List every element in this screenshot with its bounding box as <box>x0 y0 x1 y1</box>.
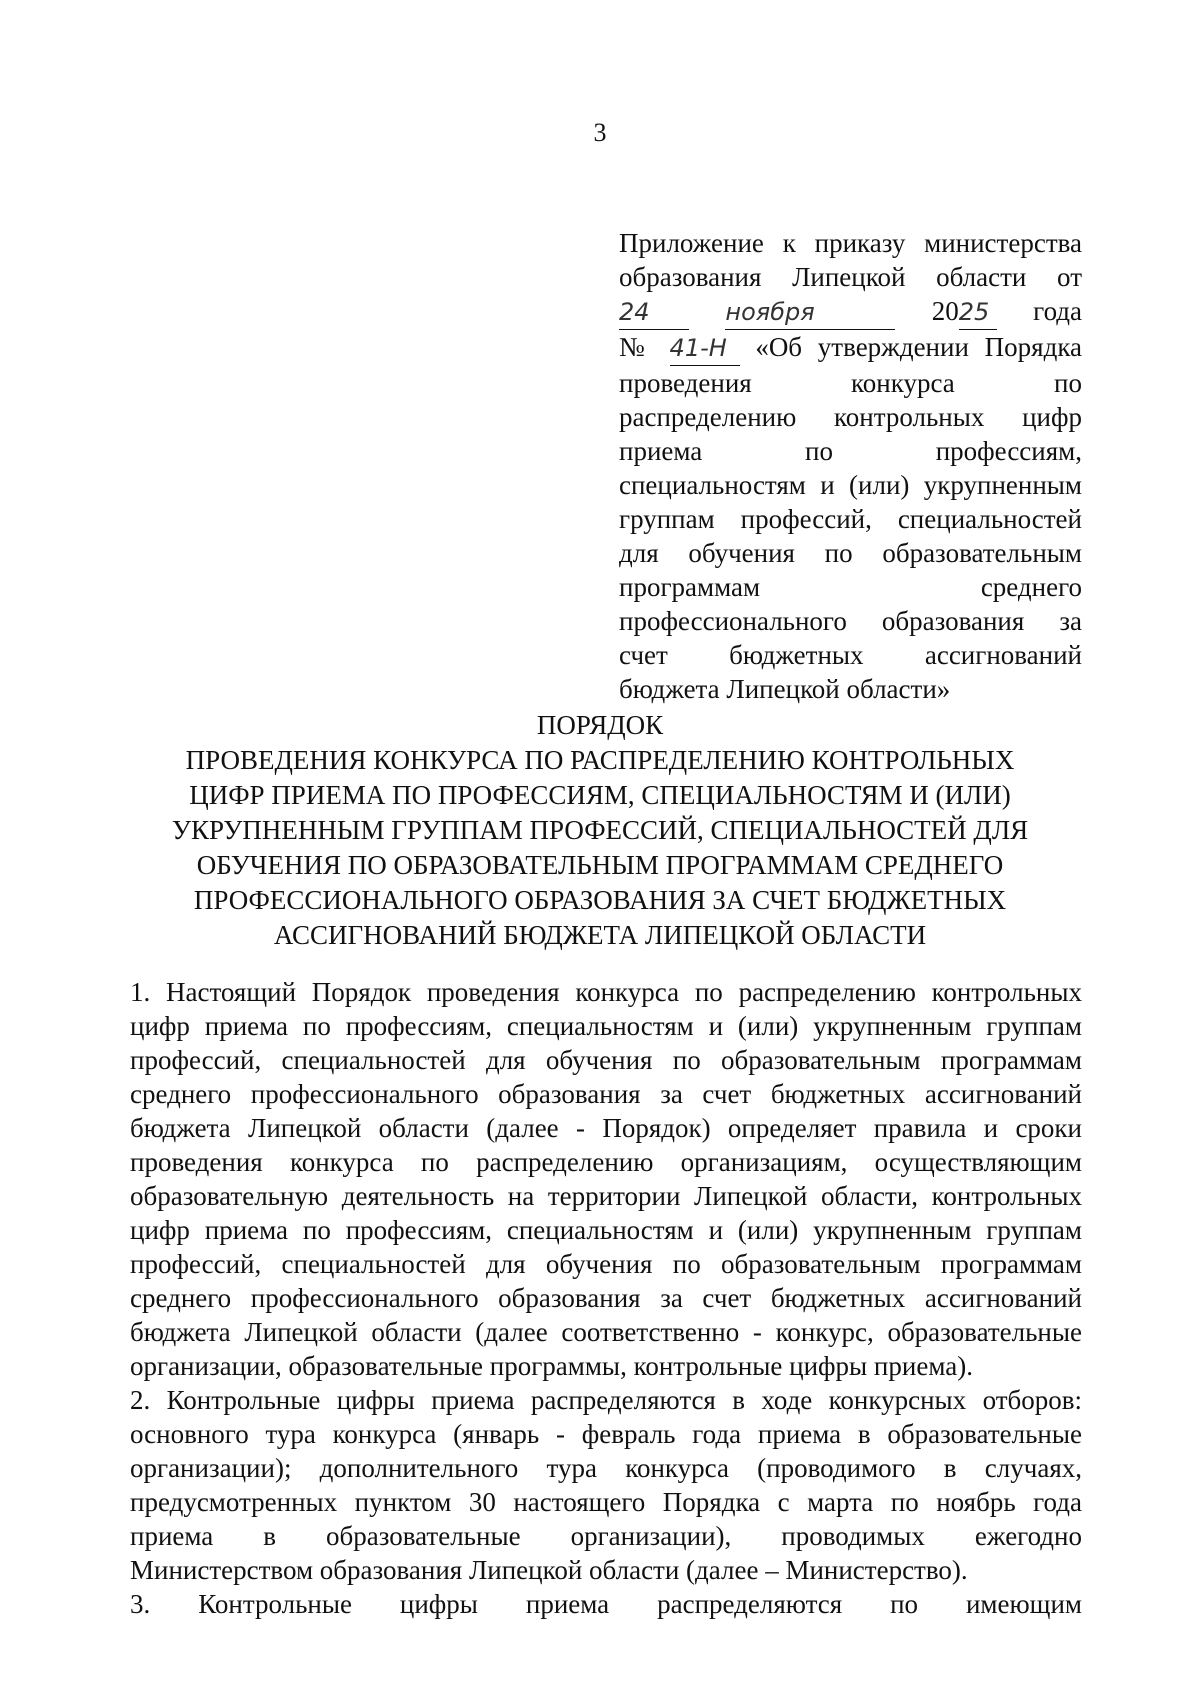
handwritten-month: ноября <box>725 295 895 330</box>
title-heading: ПОРЯДОК <box>536 710 664 740</box>
handwritten-year: 25 <box>959 295 997 330</box>
paragraph-1-line: среднего профессионального образования за счет бюджетных ассигнований <box>130 1079 1082 1109</box>
paragraph-1-line: профессий, специальностей для обучения по образовательным программам <box>130 1045 1082 1075</box>
paragraph-1-line: 1. Настоящий Порядок проведения конкурса по распределению контрольных <box>130 977 1082 1007</box>
appendix-line: профессионального образования за <box>619 606 1082 636</box>
title-line: ОБУЧЕНИЯ ПО ОБРАЗОВАТЕЛЬНЫМ ПРОГРАММАМ СРЕДНЕГО <box>196 850 1004 880</box>
paragraph-1-line: цифр приема по профессиям, специальностям и (или) укрупненным группам <box>130 1215 1082 1245</box>
paragraph-2-line: Министерством образования Липецкой области (далее – Министерство). <box>130 1555 968 1585</box>
appendix-line: распределению контрольных цифр <box>619 402 1082 432</box>
appendix-line: группам профессий, специальностей <box>619 504 1082 534</box>
title-line: ЦИФР ПРИЕМА ПО ПРОФЕССИЯМ, СПЕЦИАЛЬНОСТЯМ И (ИЛИ) <box>189 780 1011 810</box>
paragraph-2-line: 2. Контрольные цифры приема распределяются в ходе конкурсных отборов: <box>130 1385 1082 1415</box>
number-sign: № <box>619 332 654 362</box>
document-body <box>130 975 1082 1621</box>
handwritten-day: 24 <box>619 295 689 330</box>
paragraph-1-line: цифр приема по профессиям, специальностям и (или) укрупненным группам <box>130 1011 1082 1041</box>
paragraph-3-line: 3. Контрольные цифры приема распределяются по имеющим <box>130 1589 1082 1619</box>
paragraph-1-line: проведения конкурса по распределению организациям, осуществляющим <box>130 1147 1082 1177</box>
appendix-line: бюджета Липецкой области» <box>619 674 951 704</box>
appendix-line: для обучения по образовательным <box>619 538 1082 568</box>
appendix-note <box>619 226 1082 706</box>
appendix-number-line <box>619 330 1082 366</box>
appendix-line: специальностям и (или) укрупненным <box>619 470 1082 500</box>
appendix-line: Приложение к приказу министерства <box>619 228 1082 258</box>
paragraph-1-line: профессий, специальностей для обучения по образовательным программам <box>130 1249 1082 1279</box>
appendix-line: приема по профессиям, <box>619 436 1082 466</box>
document-title <box>100 708 1100 953</box>
year-prefix: 2025 <box>932 296 997 326</box>
appendix-line: счет бюджетных ассигнований <box>619 640 1082 670</box>
year-suffix: года <box>1033 296 1083 326</box>
paragraph-2-line: предусмотренных пунктом 30 настоящего Порядка с марта по ноябрь года <box>130 1487 1082 1517</box>
page-number: 3 <box>593 118 607 147</box>
paragraph-1-line: бюджета Липецкой области (далее соответственно - конкурс, образовательные <box>130 1317 1082 1347</box>
appendix-date-line <box>619 294 1082 330</box>
paragraph-2-line: основного тура конкурса (январь - февраль года приема в образовательные <box>130 1419 1082 1449</box>
paragraph-1-line: среднего профессионального образования за счет бюджетных ассигнований <box>130 1283 1082 1313</box>
appendix-line-rest: «Об утверждении Порядка <box>755 332 1083 362</box>
appendix-line: программам среднего <box>619 572 1082 602</box>
paragraph-2-line: приема в образовательные организации), проводимых ежегодно <box>130 1521 1082 1551</box>
title-line: УКРУПНЕННЫМ ГРУППАМ ПРОФЕССИЙ, СПЕЦИАЛЬНОСТЕЙ ДЛЯ <box>171 815 1029 845</box>
appendix-line: проведения конкурса по <box>619 368 1082 398</box>
paragraph-1-line: организации, образовательные программы, контрольные цифры приема). <box>130 1351 973 1381</box>
appendix-line: образования Липецкой области от <box>619 262 1082 292</box>
title-line: АССИГНОВАНИЙ БЮДЖЕТА ЛИПЕЦКОЙ ОБЛАСТИ <box>273 920 927 950</box>
paragraph-2-line: организации); дополнительного тура конкурса (проводимого в случаях, <box>130 1453 1082 1483</box>
title-line: ПРОФЕССИОНАЛЬНОГО ОБРАЗОВАНИЯ ЗА СЧЕТ БЮДЖЕТНЫХ <box>193 885 1007 915</box>
paragraph-1-line: образовательную деятельность на территории Липецкой области, контрольных <box>130 1181 1082 1211</box>
handwritten-number: 41-Н <box>670 331 740 366</box>
paragraph-1-line: бюджета Липецкой области (далее - Порядок) определяет правила и сроки <box>130 1113 1082 1143</box>
title-line: ПРОВЕДЕНИЯ КОНКУРСА ПО РАСПРЕДЕЛЕНИЮ КОНТРОЛЬНЫХ <box>185 745 1015 775</box>
